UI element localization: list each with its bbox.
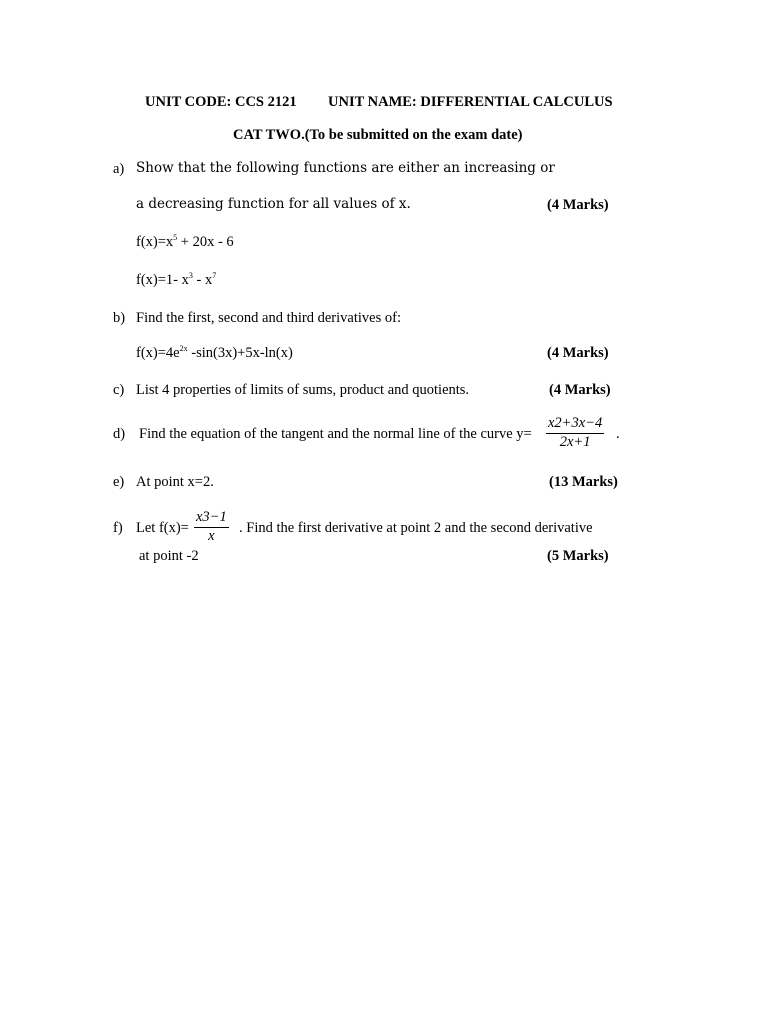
question-e-text: At point x=2. xyxy=(136,474,214,490)
question-f-fraction-denominator: x xyxy=(208,527,215,544)
question-f-fraction-numerator: x3−1 xyxy=(194,510,229,528)
question-d-text: Find the equation of the tangent and the normal line of the curve y= xyxy=(139,426,532,442)
function-1-prefix: f(x)=x xyxy=(136,234,174,250)
question-b-marks: (4 Marks) xyxy=(547,345,609,361)
function-2-prefix: f(x)=1- x xyxy=(136,272,189,288)
question-a-function-2 xyxy=(136,273,216,288)
function-1-exponent: 5 xyxy=(173,233,178,242)
function-2-exponent-1: 3 xyxy=(188,271,193,280)
question-f-line2: at point -2 xyxy=(139,548,199,564)
question-e-label: e) xyxy=(113,474,125,490)
question-b-function-suffix: -sin(3x)+5x-ln(x) xyxy=(187,345,293,361)
unit-code: UNIT CODE: CCS 2121 xyxy=(145,94,297,110)
question-d-fraction-denominator: 2x+1 xyxy=(559,433,591,450)
unit-name: UNIT NAME: DIFFERENTIAL CALCULUS xyxy=(328,94,613,110)
question-c-marks: (4 Marks) xyxy=(549,382,611,398)
question-d-fraction-numerator: x2+3x−4 xyxy=(546,416,604,434)
cat-title: CAT TWO.(To be submitted on the exam date) xyxy=(233,127,523,143)
function-2-exponent-2: 7 xyxy=(212,271,217,280)
question-b-function-exponent: 2x xyxy=(179,344,188,353)
question-e-marks: (13 Marks) xyxy=(549,474,618,490)
function-1-suffix: + 20x - 6 xyxy=(177,234,234,250)
question-b-function-prefix: f(x)=4e xyxy=(136,345,180,361)
question-a-function-1 xyxy=(136,235,234,250)
question-b-text: Find the first, second and third derivatives of: xyxy=(136,310,401,326)
question-f-prefix: Let f(x)= xyxy=(136,520,189,536)
question-b-function xyxy=(136,346,293,361)
question-f-fraction xyxy=(194,510,229,545)
question-f-text: . Find the first derivative at point 2 and the second derivative xyxy=(239,520,593,536)
question-d-fraction xyxy=(546,416,604,451)
question-d-label: d) xyxy=(113,426,126,442)
question-f-marks: (5 Marks) xyxy=(547,548,609,564)
question-a-line1: Show that the following functions are either an increasing or xyxy=(136,160,555,176)
question-b-label: b) xyxy=(113,310,126,326)
question-d-period: . xyxy=(616,426,620,442)
question-f-label: f) xyxy=(113,520,123,536)
question-c-text: List 4 properties of limits of sums, product and quotients. xyxy=(136,382,470,398)
function-2-middle: - x xyxy=(192,272,213,288)
question-a-label: a) xyxy=(113,161,125,177)
question-a-marks: (4 Marks) xyxy=(547,197,609,213)
question-c-label: c) xyxy=(113,382,125,398)
question-a-line2: a decreasing function for all values of x. xyxy=(136,196,411,212)
